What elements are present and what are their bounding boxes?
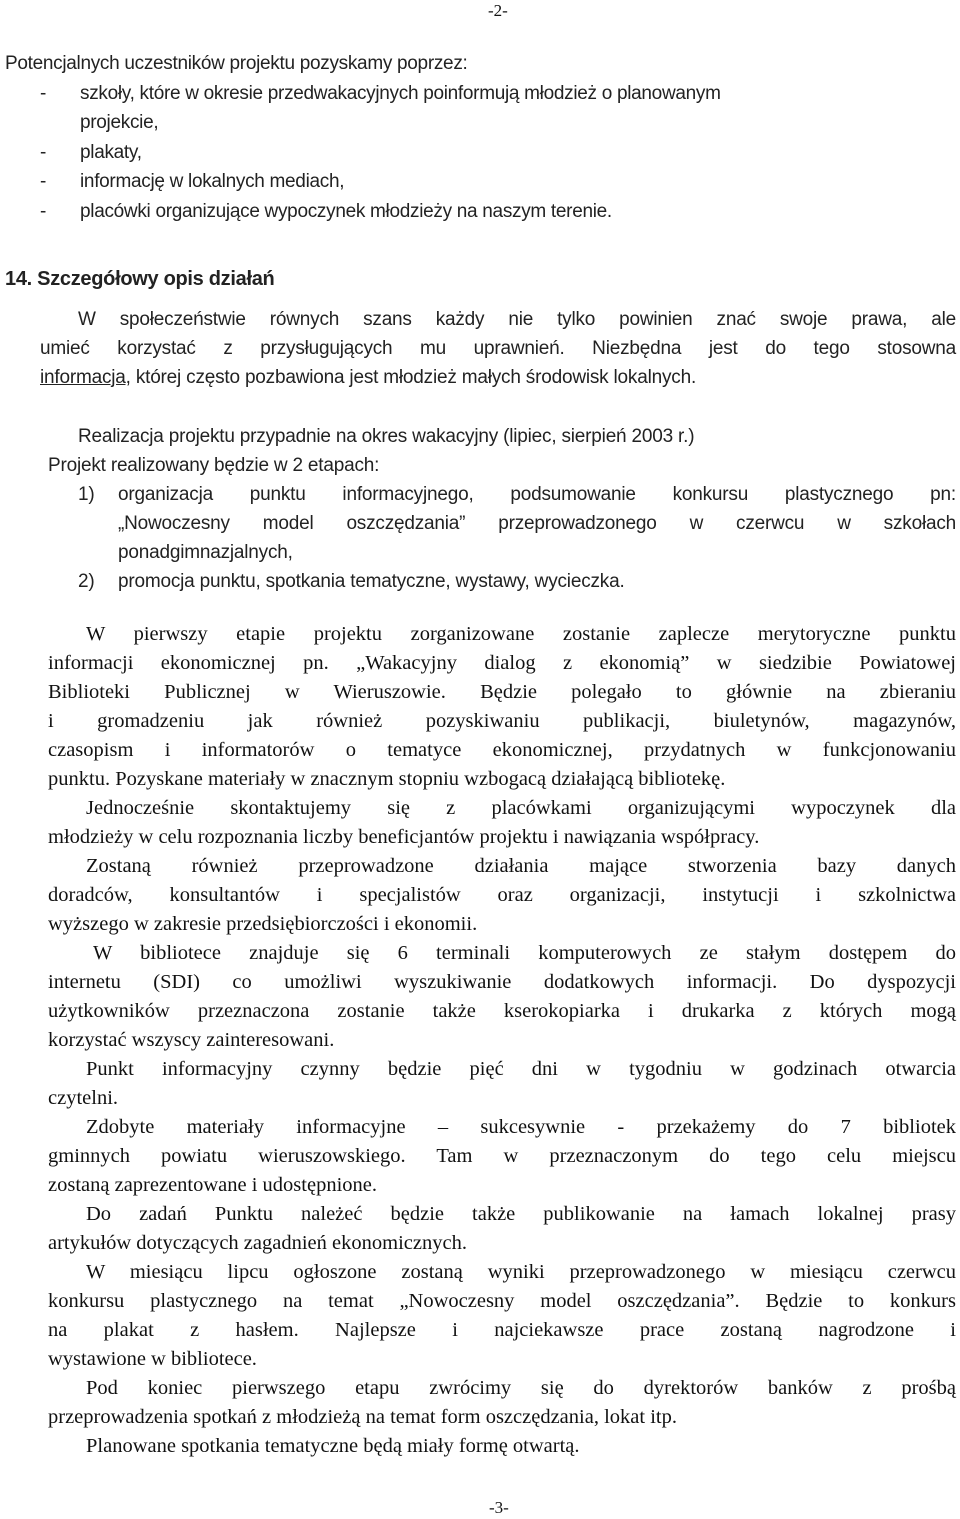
paragraph-line: na plakat z hasłem. Najlepsze i najciekawsze prace zostaną nagrodzone i bbox=[48, 1319, 956, 1341]
paragraph bbox=[48, 1374, 956, 1432]
paragraph bbox=[48, 939, 956, 1055]
item-number: 1) bbox=[78, 484, 95, 505]
paragraph-line: informacji ekonomicznej pn. „Wakacyjny dialog z ekonomią” w siedzibie Powiatowej bbox=[48, 652, 956, 674]
list-dash: - bbox=[40, 200, 47, 222]
list-item-text: plakaty, bbox=[80, 141, 142, 163]
list-item bbox=[5, 79, 955, 109]
paragraph-line: czasopism i informatorów o tematyce ekonomicznej, przydatnych w funkcjonowaniu bbox=[48, 739, 956, 761]
paragraph-line: W pierwszy etapie projektu zorganizowane zostanie zaplecze merytoryczne punktu bbox=[86, 623, 956, 645]
paragraph-line: W miesiącu lipcu ogłoszone zostaną wyniki przeprowadzonego w miesiącu czerwcu bbox=[86, 1261, 956, 1283]
section-heading: 14. Szczegółowy opis działań bbox=[5, 268, 275, 290]
paragraph-line: zostaną zaprezentowane i udostępnione. bbox=[48, 1174, 378, 1196]
paragraph-line: Biblioteki Publicznej w Wieruszowie. Będzie polegało to głównie na zbieraniu bbox=[48, 681, 956, 703]
paragraph bbox=[48, 1113, 956, 1200]
paragraph-line: umieć korzystać z przysługujących mu uprawnień. Niezbędna jest do tego stosowna bbox=[40, 338, 956, 359]
paragraph-line: W społeczeństwie równych szans każdy nie tylko powinien znać swoje prawa, ale bbox=[78, 309, 956, 330]
item-number: 2) bbox=[78, 571, 95, 592]
paragraph-line: artykułów dotyczących zagadnień ekonomicznych. bbox=[48, 1232, 467, 1254]
paragraph bbox=[48, 794, 956, 852]
paragraph-line: gminnych powiatu wieruszowskiego. Tam w przeznaczonym do tego celu miejscu bbox=[48, 1145, 956, 1167]
etapy-lead: Projekt realizowany będzie w 2 etapach: bbox=[48, 455, 380, 476]
realizacja-line: Realizacja projektu przypadnie na okres wakacyjny (lipiec, sierpień 2003 r.) bbox=[78, 426, 695, 447]
paragraph bbox=[48, 1258, 956, 1374]
paragraph-line: W bibliotece znajduje się 6 terminali komputerowych ze stałym dostępem do bbox=[93, 942, 956, 964]
paragraph-line: przeprowadzenia spotkań z młodzieżą na temat form oszczędzania, lokat itp. bbox=[48, 1406, 677, 1428]
list-item-continuation: projekcie, bbox=[80, 112, 159, 134]
item-line: promocja punktu, spotkania tematyczne, wystawy, wycieczka. bbox=[118, 571, 625, 592]
paragraph-line: Planowane spotkania tematyczne będą miały formę otwartą. bbox=[86, 1435, 580, 1457]
paragraph-line: Punkt informacyjny czynny będzie pięć dni w tygodniu w godzinach otwarcia bbox=[86, 1058, 956, 1080]
list-item bbox=[5, 197, 955, 227]
item-line: „Nowoczesny model oszczędzania” przeprowadzonego w czerwcu w szkołach bbox=[118, 513, 956, 534]
paragraph-line: konkursu plastycznego na temat „Nowoczesny model oszczędzania”. Będzie to konkurs bbox=[48, 1290, 956, 1312]
list-item bbox=[5, 138, 955, 168]
list-dash: - bbox=[40, 171, 47, 193]
section-intro-paragraph bbox=[40, 305, 956, 392]
paragraph-line: Jednocześnie skontaktujemy się z placówkami organizującymi wypoczynek dla bbox=[86, 797, 956, 819]
paragraph-line: Pod koniec pierwszego etapu zwrócimy się do dyrektorów banków z prośbą bbox=[86, 1377, 956, 1399]
page-number-bottom: -3- bbox=[489, 1498, 509, 1517]
paragraph bbox=[48, 1432, 956, 1461]
page-number-top: -2- bbox=[488, 1, 508, 20]
paragraph-line: Zostaną również przeprowadzone działania mające stworzenia bazy danych bbox=[86, 855, 956, 877]
paragraph-line-rest: której często pozbawiona jest młodzież małych środowisk lokalnych. bbox=[130, 367, 697, 388]
list-dash: - bbox=[40, 141, 47, 163]
numbered-item bbox=[48, 480, 956, 567]
paragraph-line: użytkowników przeznaczona zostanie także kserokopiarka i drukarka z których mogą bbox=[48, 1000, 956, 1022]
paragraph-line: czytelni. bbox=[48, 1087, 119, 1109]
paragraph-line: młodzieży w celu rozpoznania liczby beneficjantów projektu i nawiązania współpracy. bbox=[48, 826, 760, 848]
paragraph-line: wystawione w bibliotece. bbox=[48, 1348, 257, 1370]
item-line: ponadgimnazjalnych, bbox=[118, 542, 293, 563]
paragraph-line: Zdobyte materiały informacyjne – sukcesywnie - przekażemy do 7 bibliotek bbox=[86, 1116, 956, 1138]
paragraph-line: Do zadań Punktu należeć będzie także publikowanie na łamach lokalnej prasy bbox=[86, 1203, 956, 1225]
list-item-text: szkoły, które w okresie przedwakacyjnych poinformują młodzież o planowanym bbox=[80, 82, 721, 104]
body-paragraphs bbox=[48, 620, 956, 1461]
underlined-word: informacja, bbox=[40, 367, 131, 388]
paragraph-line: punktu. Pozyskane materiały w znacznym stopniu wzbogacą działającą bibliotekę. bbox=[48, 768, 726, 790]
item-line: organizacja punktu informacyjnego, podsumowanie konkursu plastycznego pn: bbox=[118, 484, 956, 505]
paragraph-line bbox=[40, 363, 956, 392]
paragraph-line: korzystać wszyscy zainteresowani. bbox=[48, 1029, 335, 1051]
list-item-text: placówki organizujące wypoczynek młodzieży na naszym terenie. bbox=[80, 200, 612, 222]
intro-lead: Potencjalnych uczestników projektu pozyskamy poprzez: bbox=[5, 53, 468, 74]
numbered-item bbox=[48, 567, 956, 596]
paragraph-line: wyższego w zakresie przedsiębiorczości i ekonomii. bbox=[48, 913, 478, 935]
paragraph-line: i gromadzeniu jak również pozyskiwaniu publikacji, biuletynów, magazynów, bbox=[48, 710, 956, 732]
paragraph-line: internetu (SDI) co umożliwi wyszukiwanie dodatkowych informacji. Do dyspozycji bbox=[48, 971, 956, 993]
etapy-block bbox=[48, 451, 956, 596]
paragraph bbox=[48, 620, 956, 794]
list-item-text: informację w lokalnych mediach, bbox=[80, 171, 345, 193]
paragraph bbox=[48, 852, 956, 939]
paragraph bbox=[48, 1200, 956, 1258]
paragraph-line: doradców, konsultantów i specjalistów oraz organizacji, instytucji i szkolnictwa bbox=[48, 884, 956, 906]
list-item bbox=[5, 167, 955, 197]
paragraph bbox=[48, 1055, 956, 1113]
list-dash: - bbox=[40, 82, 47, 104]
intro-block bbox=[5, 49, 955, 227]
